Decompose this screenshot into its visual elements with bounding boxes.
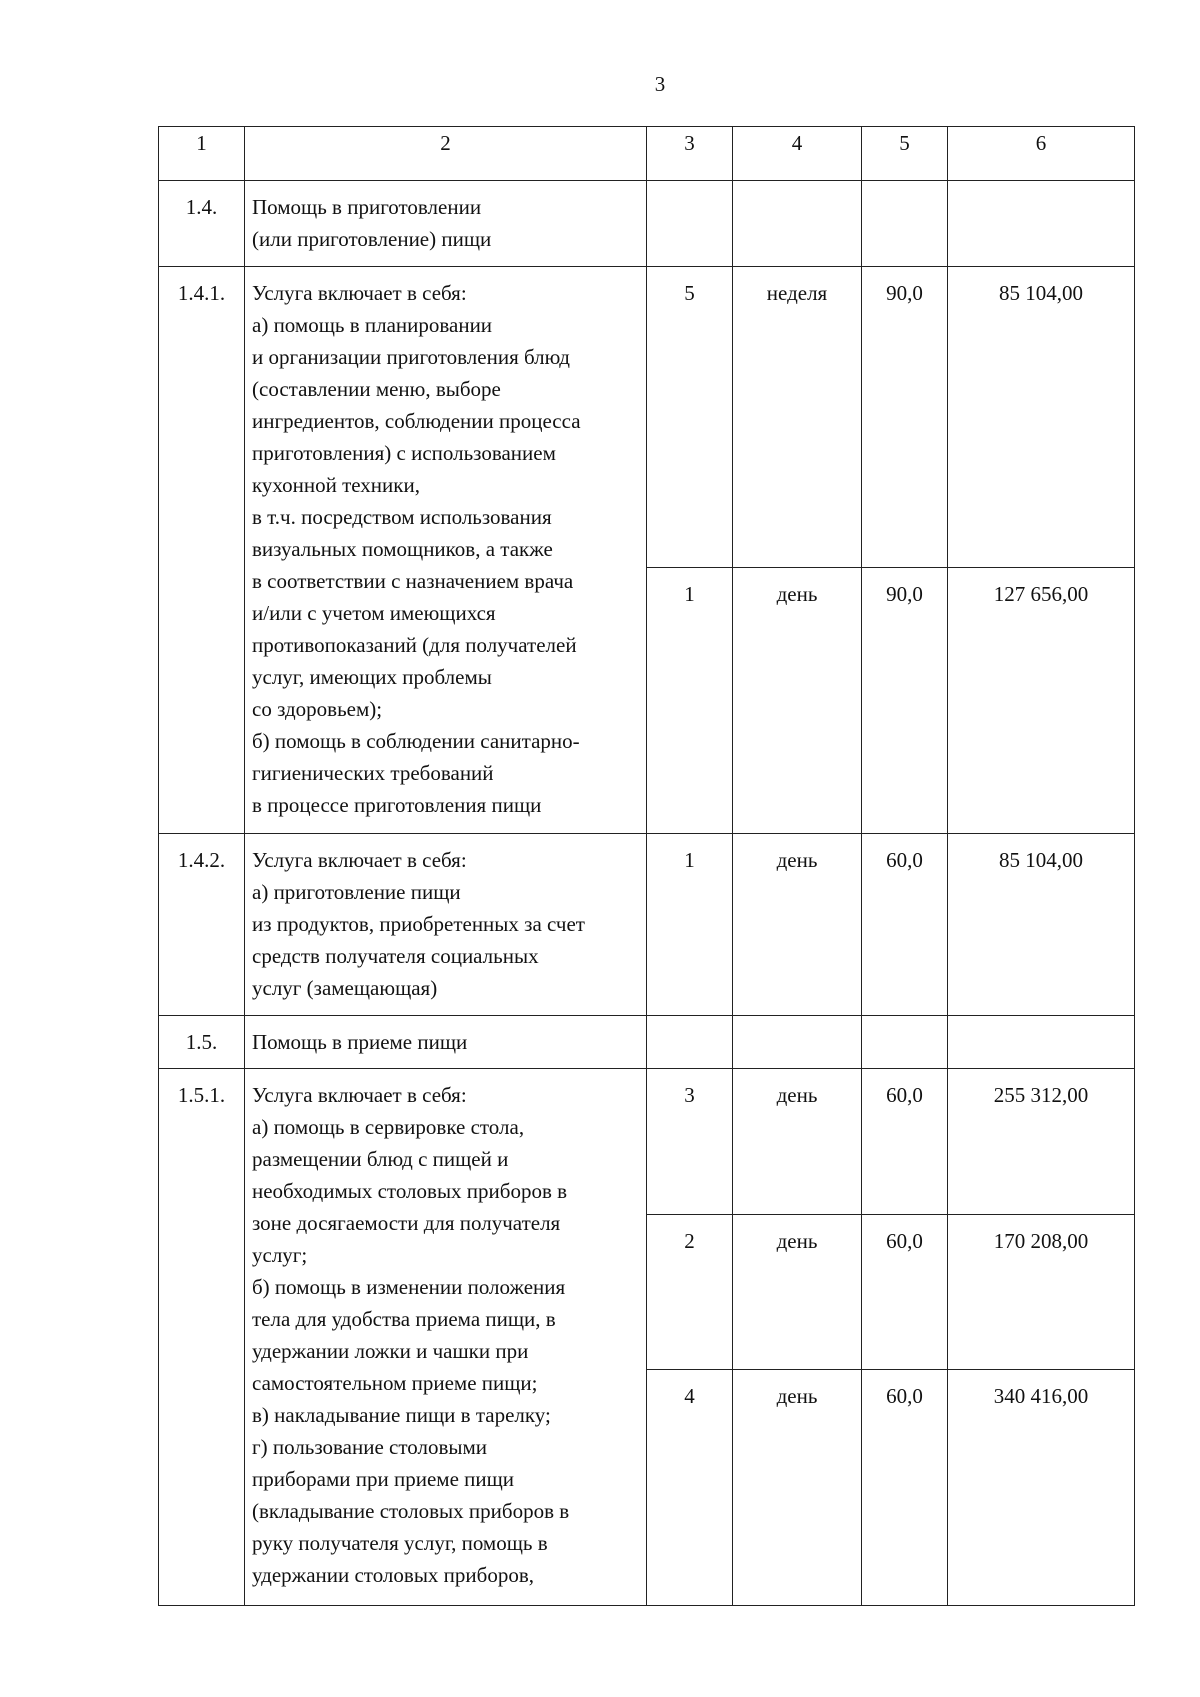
empty-cell [647,181,733,267]
text-line: г) пользование столовыми [252,1435,488,1459]
row-number: 1.5. [159,1016,245,1069]
quantity-cell: 2 [647,1215,733,1370]
text-line: визуальных помощников, а также [252,537,553,561]
empty-cell [862,1016,948,1069]
amount-cell: 170 208,00 [948,1215,1135,1370]
text-line: услуг; [252,1243,308,1267]
unit-cell: день [733,1370,862,1606]
table-row [159,1016,1135,1069]
text-line: а) помощь в сервировке стола, [252,1115,525,1139]
unit-cell: день [733,568,862,834]
text-line: б) помощь в изменении положения [252,1275,566,1299]
text-line: в процессе приготовления пищи [252,793,542,817]
text-line: б) помощь в соблюдении санитарно- [252,729,580,753]
text-line: Услуга включает в себя: [252,281,467,305]
service-description [245,834,647,1016]
amount-cell: 85 104,00 [948,834,1135,1016]
text-line: Помощь в приеме пищи [252,1030,468,1054]
text-line: средств получателя социальных [252,944,539,968]
text-line: руку получателя услуг, помощь в [252,1531,548,1555]
unit-cell: неделя [733,267,862,568]
text-line: Услуга включает в себя: [252,848,467,872]
time-cell: 60,0 [862,1069,948,1215]
header-cell: 5 [862,127,948,181]
text-line: размещении блюд с пищей и [252,1147,509,1171]
text-line: а) приготовление пищи [252,880,461,904]
time-cell: 60,0 [862,1370,948,1606]
text-line: Услуга включает в себя: [252,1083,467,1107]
amount-cell: 85 104,00 [948,267,1135,568]
text-line: в т.ч. посредством использования [252,505,552,529]
service-description [245,1016,647,1069]
amount-cell: 340 416,00 [948,1370,1135,1606]
time-cell: 60,0 [862,834,948,1016]
page-number: 3 [654,72,666,96]
text-line: кухонной техники, [252,473,420,497]
header-cell: 3 [647,127,733,181]
text-line: удержании ложки и чашки при [252,1339,529,1363]
table-header-row [159,127,1135,181]
text-line: и/или с учетом имеющихся [252,601,496,625]
row-number: 1.4. [159,181,245,267]
text-line: услуг, имеющих проблемы [252,665,492,689]
quantity-cell: 1 [647,834,733,1016]
text-line: самостоятельном приеме пищи; [252,1371,538,1395]
text-line: в соответствии с назначением врача [252,569,574,593]
service-description [245,181,647,267]
text-line: зоне досягаемости для получателя [252,1211,561,1235]
text-line: (вкладывание столовых приборов в [252,1499,570,1523]
empty-cell [733,1016,862,1069]
empty-cell [733,181,862,267]
quantity-cell: 3 [647,1069,733,1215]
text-line: тела для удобства приема пищи, в [252,1307,556,1331]
text-line: (составлении меню, выборе [252,377,501,401]
header-cell: 2 [245,127,647,181]
service-description [245,267,647,834]
time-cell: 90,0 [862,568,948,834]
unit-cell: день [733,834,862,1016]
quantity-cell: 4 [647,1370,733,1606]
text-line: необходимых столовых приборов в [252,1179,568,1203]
quantity-cell: 5 [647,267,733,568]
service-description [245,1069,647,1606]
text-line: в) накладывание пищи в тарелку; [252,1403,551,1427]
table-row [159,267,1135,568]
services-table [158,126,1135,1606]
table-row [159,1069,1135,1215]
unit-cell: день [733,1215,862,1370]
table-row [159,181,1135,267]
text-line: ингредиентов, соблюдении процесса [252,409,581,433]
text-line: приборами при приеме пищи [252,1467,515,1491]
text-line: (или приготовление) пищи [252,227,492,251]
amount-cell: 127 656,00 [948,568,1135,834]
quantity-cell: 1 [647,568,733,834]
text-line: Помощь в приготовлении [252,195,482,219]
text-line: из продуктов, приобретенных за счет [252,912,585,936]
text-line: противопоказаний (для получателей [252,633,577,657]
text-line: удержании столовых приборов, [252,1563,535,1587]
empty-cell [862,181,948,267]
table-row [159,834,1135,1016]
text-line: гигиенических требований [252,761,494,785]
header-cell: 1 [159,127,245,181]
text-line: приготовления) с использованием [252,441,556,465]
empty-cell [948,181,1135,267]
header-cell: 4 [733,127,862,181]
text-line: и организации приготовления блюд [252,345,570,369]
amount-cell: 255 312,00 [948,1069,1135,1215]
text-line: услуг (замещающая) [252,976,438,1000]
text-line: со здоровьем); [252,697,383,721]
row-number: 1.4.2. [159,834,245,1016]
text-line: а) помощь в планировании [252,313,493,337]
row-number: 1.4.1. [159,267,245,834]
unit-cell: день [733,1069,862,1215]
row-number: 1.5.1. [159,1069,245,1606]
time-cell: 90,0 [862,267,948,568]
empty-cell [647,1016,733,1069]
header-cell: 6 [948,127,1135,181]
empty-cell [948,1016,1135,1069]
time-cell: 60,0 [862,1215,948,1370]
